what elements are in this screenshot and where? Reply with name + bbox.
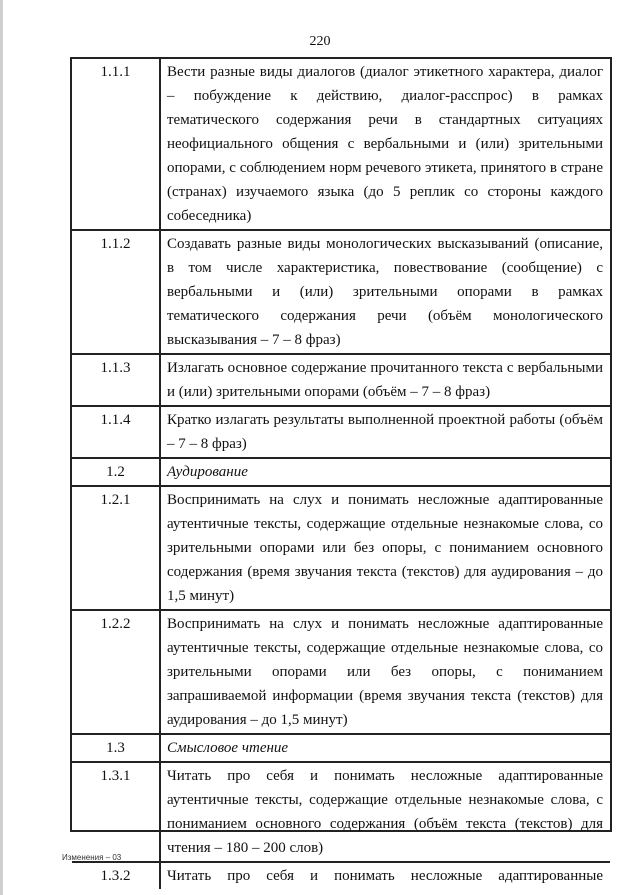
scan-edge — [0, 0, 3, 895]
footer-revision: Изменения – 03 — [62, 853, 122, 862]
section-row — [72, 734, 610, 762]
row-code: 1.3.1 — [72, 762, 160, 862]
page-number: 220 — [309, 34, 331, 49]
row-text: Создавать разные виды монологических высказываний (описание, в том числе характеристика, повествование (сообщение) с вербальными и (или) зрительными опорами в рамках тематического содержания речи (объём монологического высказывания – 7 – 8 фраз) — [160, 230, 610, 354]
row-code: 1.1.4 — [72, 406, 160, 458]
row-code: 1.1.2 — [72, 230, 160, 354]
row-text: Излагать основное содержание прочитанного текста с вербальными и (или) зрительными опорами (объём – 7 – 8 фраз) — [160, 354, 610, 406]
row-text: Читать про себя и понимать несложные адаптированные аутентичные тексты, содержащие отдельные незнакомые слова, с пониманием основного содержания (объём текста (текстов) для чтения – 180 – 200 слов) — [160, 762, 610, 862]
row-code: 1.1.1 — [72, 59, 160, 230]
row-code: 1.1.3 — [72, 354, 160, 406]
table-row — [72, 406, 610, 458]
section-title: Аудирование — [160, 458, 610, 486]
row-text: Воспринимать на слух и понимать несложные адаптированные аутентичные тексты, содержащие отдельные незнакомые слова, со зрительными опорами или без опоры, с пониманием запрашиваемой информации (время звучания текста (текстов) для аудирования – до 1,5 минут) — [160, 610, 610, 734]
row-text: Вести разные виды диалогов (диалог этикетного характера, диалог – побуждение к действию, диалог-расспрос) в рамках тематического содержания речи в стандартных ситуациях неофициального общения с вербальными и (или) зрительными опорами, с соблюдением норм речевого этикета, принятого в стране (странах) изучаемого языка (до 5 реплик со стороны каждого собеседника) — [160, 59, 610, 230]
table-row — [72, 230, 610, 354]
section-row — [72, 458, 610, 486]
section-code: 1.2 — [72, 458, 160, 486]
section-code: 1.3 — [72, 734, 160, 762]
table-row — [72, 59, 610, 230]
table-row — [72, 762, 610, 862]
table-row — [72, 862, 610, 889]
table-row — [72, 610, 610, 734]
table-row — [72, 486, 610, 610]
row-code: 1.2.2 — [72, 610, 160, 734]
row-code: 1.2.1 — [72, 486, 160, 610]
row-text: Воспринимать на слух и понимать несложные адаптированные аутентичные тексты, содержащие отдельные незнакомые слова, со зрительными опорами или без опоры, с пониманием основного содержания (время звучания текста (текстов) для аудирования – до 1,5 минут) — [160, 486, 610, 610]
table-row — [72, 354, 610, 406]
section-title: Смысловое чтение — [160, 734, 610, 762]
row-text: Читать про себя и понимать несложные адаптированные — [167, 868, 603, 884]
row-code: 1.3.2 — [72, 862, 160, 889]
row-text: Кратко излагать результаты выполненной проектной работы (объём – 7 – 8 фраз) — [160, 406, 610, 458]
